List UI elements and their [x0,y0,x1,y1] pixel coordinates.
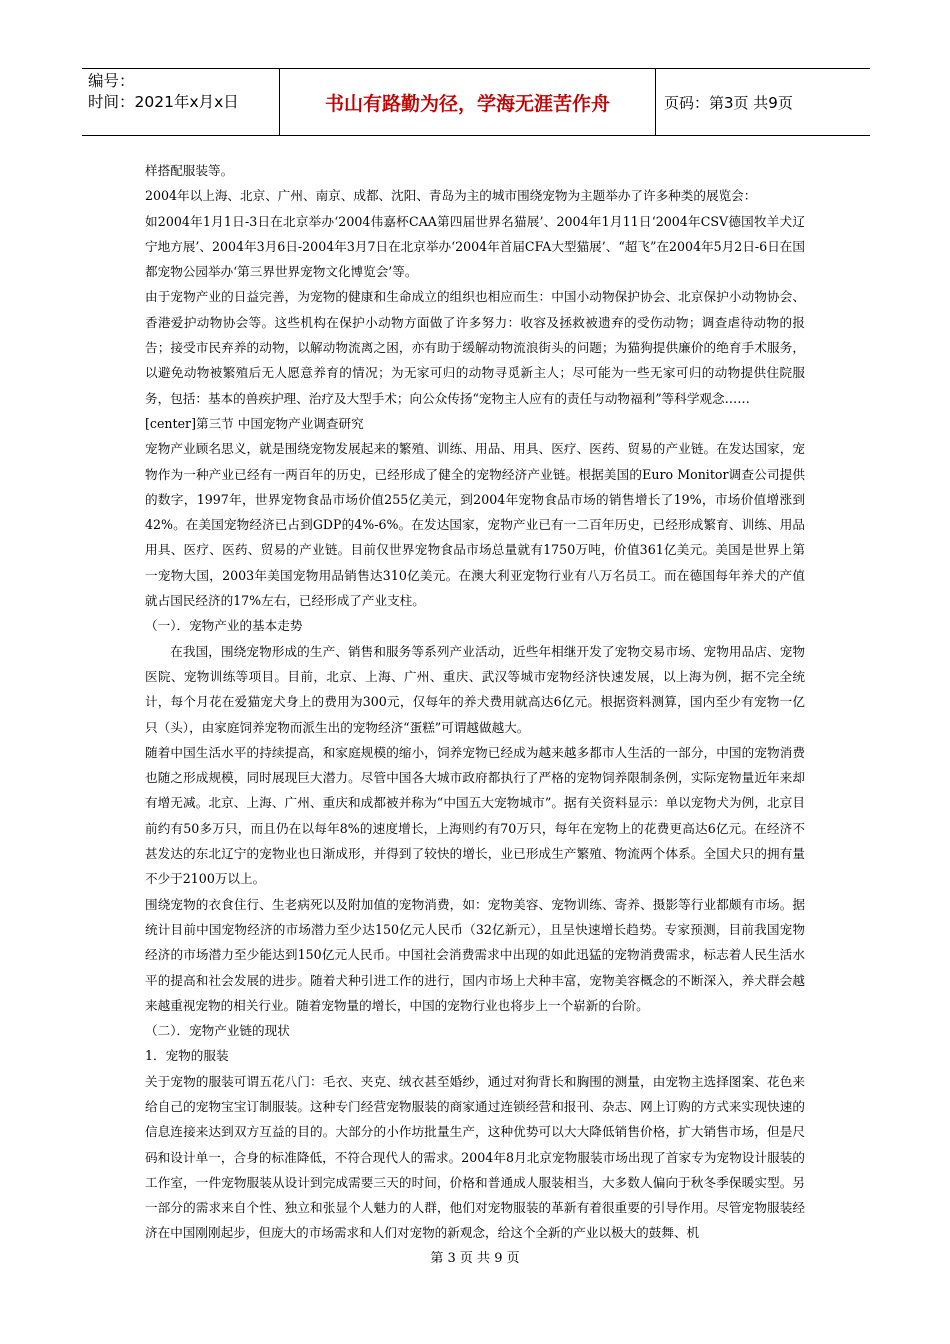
header-motto: 书山有路勤为径，学海无涯苦作舟 [280,69,656,135]
paragraph: 宠物产业顾名思义，就是围绕宠物发展起来的繁殖、训练、用品、用具、医疗、医药、贸易的产业链。在发达国家，宠物作为一种产业已经有一两百年的历史，已经形成了健全的宠物经济产业链。根据美国的Euro Monitor调查公司提供的数字，1997年，世界宠物食品市场价值255亿美元，到2004年宠物食品市场的销售增长了19%，市场价值增涨到42%。在美国宠物经济已占到GDP的4%-6%。在发达国家，宠物产业已有一二百年历史，已经形成繁育、训练、用品用具、医疗、医药、贸易的产业链。目前仅世界宠物食品市场总量就有1750万吨，价值361亿美元。美国是世界上第一宠物大国，2003年美国宠物用品销售达310亿美元。在澳大利亚宠物行业有八万名员工。而在德国每年养犬的产值就占国民经济的17%左右，已经形成了产业支柱。 [145,441,805,609]
page-footer: 第 3 页 共 9 页 [430,1251,520,1266]
paragraph: 2004年以上海、北京、广州、南京、成都、沈阳、青岛为主的城市围绕宠物为主题举办了许多种类的展览会： [145,188,757,204]
paragraph: 围绕宠物的衣食住行、生老病死以及附加值的宠物消费，如：宠物美容、宠物训练、寄养、摄影等行业都颇有市场。据统计目前中国宠物经济的市场潜力至少达150亿元人民币（32亿新元），且呈快速增长趋势。专家预测，目前我国宠物经济的市场潜力至少能达到150亿元人民币。中国社会消费需求中出现的如此迅猛的宠物消费需求，标志着人民生活水平的提高和社会发展的进步。随着犬种引进工作的进行，国内市场上犬种丰富，宠物美容概念的不断深入，养犬群会越来越重视宠物的相关行业。随着宠物量的增长，中国的宠物行业也将步上一个崭新的台阶。 [145,896,805,1013]
paragraph: 在我国，围绕宠物形成的生产、销售和服务等系列产业活动，近些年相继开发了宠物交易市场、宠物用品店、宠物医院、宠物训练等项目。目前，北京、上海、广州、重庆、武汉等城市宠物经济快速发展，以上海为例，据不完全统计，每个月花在爱猫宠犬身上的费用为300元，仅每年的养犬费用就高达6亿元。根据资料测算，国内至少有宠物一亿只（头），由家庭饲养宠物而派生出的宠物经济“蛋糕”可谓越做越大。 [145,643,805,735]
page-header [82,68,870,136]
document-body [145,158,805,1246]
paragraph: 样搭配服装等。 [145,163,234,178]
header-meta [82,69,280,135]
header-page-number: 页码：第3页 共9页 [664,93,793,112]
item-heading: 1．宠物的服装 [145,1048,229,1064]
paragraph: 由于宠物产业的日益完善，为宠物的健康和生命成立的组织也相应而生：中国小动物保护协会、北京保护小动物协会、香港爱护动物协会等。这些机构在保护小动物方面做了许多努力：收容及拯救被遗弃的受伤动物；调查虐待动物的报告；接受市民弃养的动物，以解动物流离之困，亦有助于缓解动物流浪街头的问题；为猫狗提供廉价的绝育手术服务，以避免动物被繁殖后无人愿意养育的情况；为无家可归的动物寻觅新主人；尽可能为一些无家可归的动物提供住院服务，包括：基本的兽疾护理、治疗及大型手术；向公众传扬“宠物主人应有的责任与动物福利”等科学观念…… [145,289,805,406]
paragraph: 如2004年1月1日-3日在北京举办‘2004伟嘉杯CAA第四届世界名猫展’、2004年1月11日‘2004年CSV德国牧羊犬辽宁地方展’、2004年3月6日-2004年3月7日在北京举办‘2004年首届CFA大型猫展’、“超飞”在2004年5月2日-6日在国都宠物公园举办‘第三界世界宠物文化博览会’等。 [145,213,805,280]
document-date: 时间：2021年x月x日 [88,93,239,111]
paragraph: 随着中国生活水平的持续提高，和家庭规模的缩小，饲养宠物已经成为越来越多都市人生活的一部分，中国的宠物消费也随之形成规模，同时展现巨大潜力。尽管中国各大城市政府都执行了严格的宠物饲养限制条例，实际宠物量近年来却有增无减。北京、上海、广州、重庆和成都被并称为“中国五大宠物城市”。据有关资料显示：单以宠物犬为例，北京目前约有50多万只，而且仍在以每年8%的速度增长，上海则约有70万只，每年在宠物上的花费更高达6亿元。在经济不甚发达的东北辽宁的宠物业也日渐成形，并得到了较快的增长，业已形成生产繁殖、物流两个体系。全国犬只的拥有量不少于2100万以上。 [145,744,805,887]
paragraph: 关于宠物的服装可谓五花八门：毛衣、夹克、绒衣甚至婚纱，通过对狗背长和胸围的测量，由宠物主选择图案、花色来给自己的宠物宝宝订制服装。这种专门经营宠物服装的商家通过连锁经营和报刊、杂志、网上订购的方式来实现快速的信息连接来达到双方互益的目的。大部分的小作坊批量生产，这种优势可以大大降低销售价格，扩大销售市场，但是尺码和设计单一，合身的标准降低，不符合现代人的需求。2004年8月北京宠物服装市场出现了首家专为宠物设计服装的工作室，一件宠物服装从设计到完成需要三天的时间，价格和普通成人服装相当，大多数人偏向于秋冬季保暖实型。另一部分的需求来自个性、独立和张显个人魅力的人群，他们对宠物服装的革新有着很重要的引导作用。尽管宠物服装经济在中国刚刚起步，但庞大的市场需求和人们对宠物的新观念，给这个全新的产业以极大的鼓舞、机 [145,1073,805,1241]
subsection-heading: （一）．宠物产业的基本走势 [145,618,303,634]
subsection-heading: （二）．宠物产业链的现状 [145,1023,290,1039]
section-heading: [center]第三节 中国宠物产业调查研究 [145,415,364,431]
document-number-label: 编号： [88,72,135,90]
